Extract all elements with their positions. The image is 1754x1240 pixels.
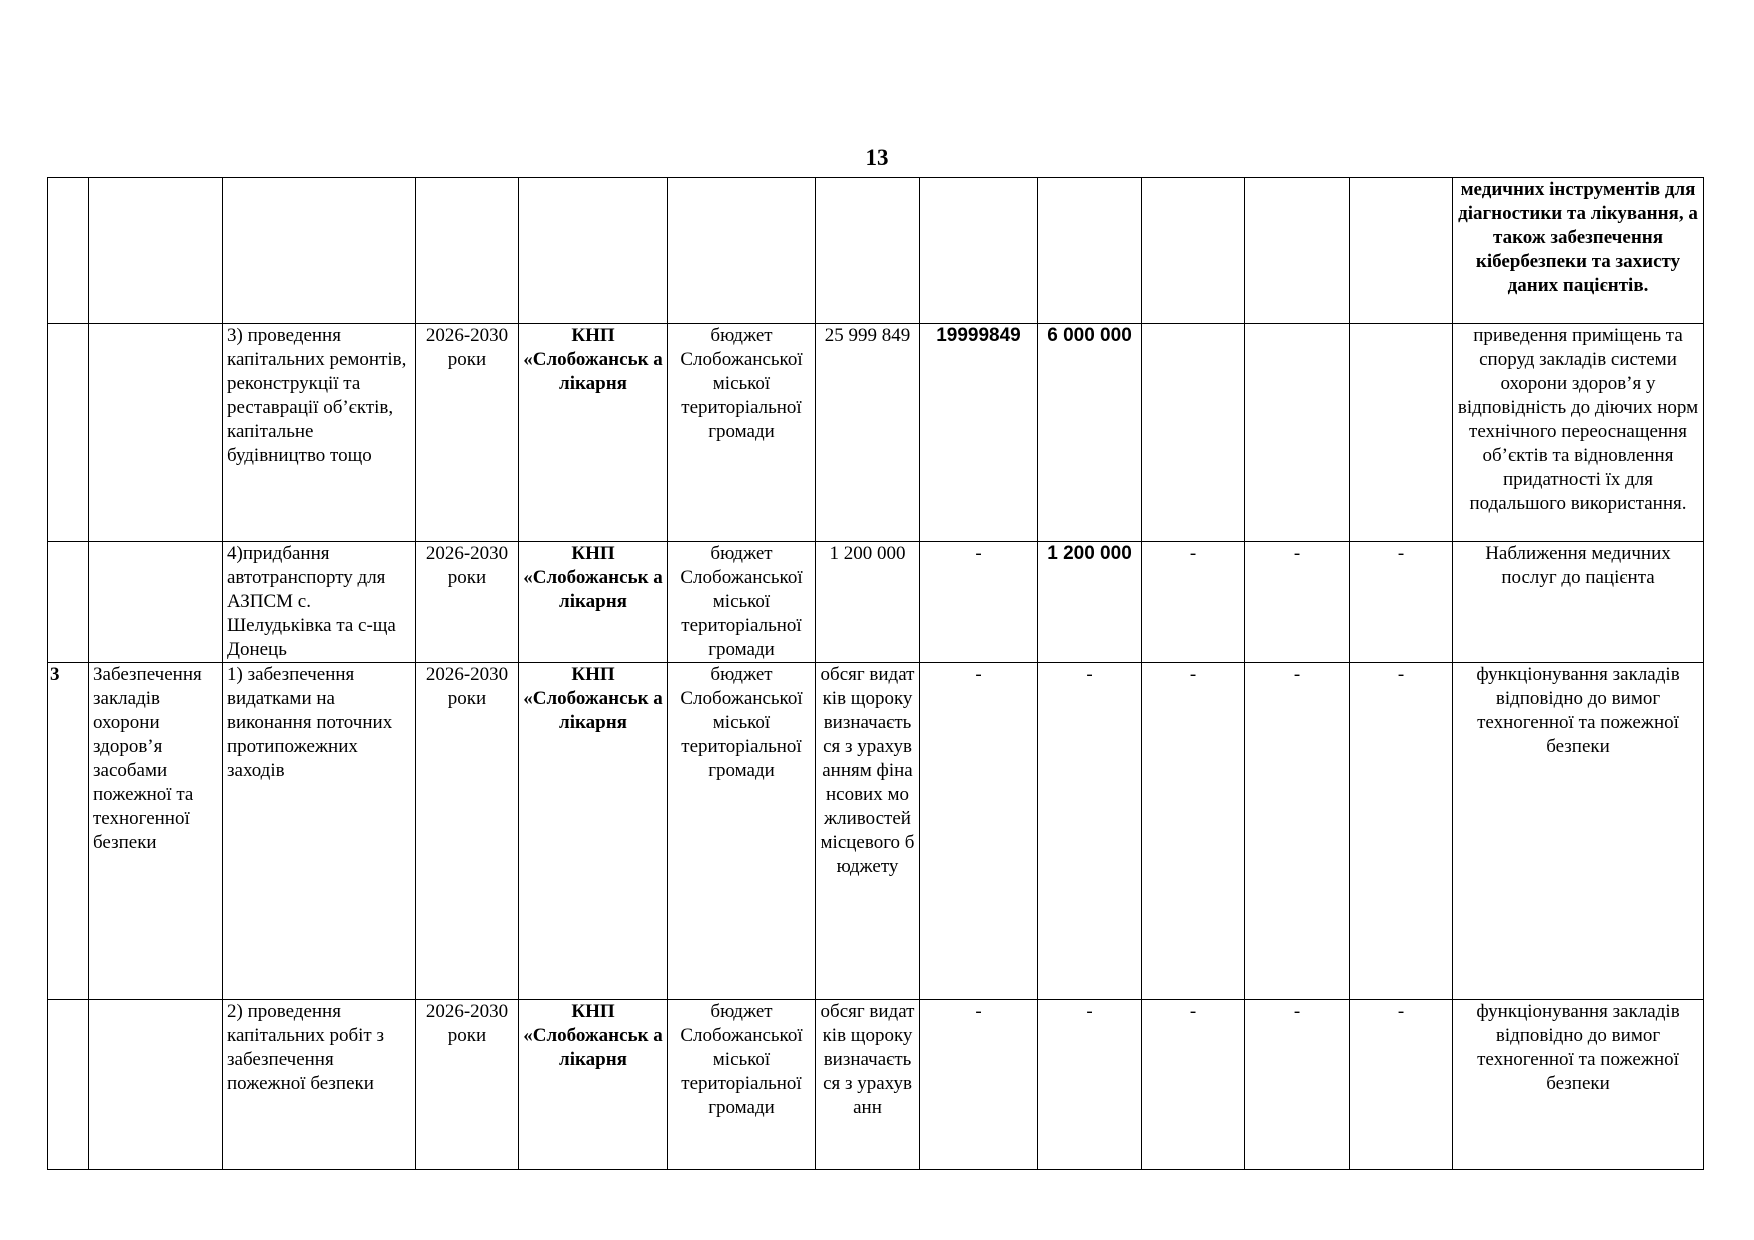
program-table — [47, 177, 1704, 1170]
cell-total: 25 999 849 — [816, 324, 920, 542]
cell-source: бюджет Слобожанської міської територіальної громади — [668, 663, 816, 1000]
cell-2027: 1 200 000 — [1038, 542, 1142, 663]
cell-2028 — [1142, 178, 1245, 324]
cell-total — [816, 178, 920, 324]
cell-2028: - — [1142, 542, 1245, 663]
cell-executor: КНП «Слобожанськ а лікарня — [519, 542, 668, 663]
cell-2029: - — [1245, 663, 1350, 1000]
cell-measure: 3) проведення капітальних ремонтів, реконструкції та реставрації об’єктів, капітальне будівництво тощо — [223, 324, 416, 542]
cell-total: 1 200 000 — [816, 542, 920, 663]
cell-source: бюджет Слобожанської міської територіальної громади — [668, 542, 816, 663]
cell-2030: - — [1350, 663, 1453, 1000]
cell-result: функціонування закладів відповідно до вимог техногенної та пожежної безпеки — [1453, 1000, 1704, 1170]
cell-term: 2026-2030 роки — [416, 1000, 519, 1170]
cell-term: 2026-2030 роки — [416, 542, 519, 663]
cell-2026: - — [920, 542, 1038, 663]
cell-2027: 6 000 000 — [1038, 324, 1142, 542]
cell-term: 2026-2030 роки — [416, 663, 519, 1000]
table-row — [48, 1000, 1704, 1170]
cell-result: медичних інструментів для діагностики та лікування, а також забезпечення кібербезпеки та захисту даних пацієнтів. — [1453, 178, 1704, 324]
cell-2030: - — [1350, 1000, 1453, 1170]
table-row — [48, 663, 1704, 1000]
cell-result: функціонування закладів відповідно до вимог техногенної та пожежної безпеки — [1453, 663, 1704, 1000]
cell-task — [89, 178, 223, 324]
cell-task — [89, 324, 223, 542]
cell-source: бюджет Слобожанської міської територіальної громади — [668, 1000, 816, 1170]
cell-result: Наближення медичних послуг до пацієнта — [1453, 542, 1704, 663]
cell-2029 — [1245, 324, 1350, 542]
cell-2030: - — [1350, 542, 1453, 663]
cell-2028 — [1142, 324, 1245, 542]
cell-number: 3 — [48, 663, 89, 1000]
cell-executor — [519, 178, 668, 324]
cell-total: обсяг видатків щороку визначається з урахуванн — [816, 1000, 920, 1170]
cell-2026: - — [920, 663, 1038, 1000]
cell-term: 2026-2030 роки — [416, 324, 519, 542]
cell-number — [48, 178, 89, 324]
cell-2029: - — [1245, 542, 1350, 663]
cell-task — [89, 542, 223, 663]
cell-executor: КНП «Слобожанськ а лікарня — [519, 663, 668, 1000]
cell-executor: КНП «Слобожанськ а лікарня — [519, 1000, 668, 1170]
cell-measure — [223, 178, 416, 324]
cell-2029: - — [1245, 1000, 1350, 1170]
cell-2029 — [1245, 178, 1350, 324]
cell-source — [668, 178, 816, 324]
cell-2027 — [1038, 178, 1142, 324]
cell-measure: 2) проведення капітальних робіт з забезпечення пожежної безпеки — [223, 1000, 416, 1170]
cell-2030 — [1350, 178, 1453, 324]
table-row — [48, 324, 1704, 542]
cell-result: приведення приміщень та споруд закладів системи охорони здоров’я у відповідність до діючих норм технічного переоснащення об’єктів та відновлення придатності їх для подальшого використання. — [1453, 324, 1704, 542]
cell-2028: - — [1142, 1000, 1245, 1170]
page-number: 13 — [865, 145, 889, 170]
cell-measure: 4)придбання автотранспорту для АЗПСМ с. Шелудьківка та с-ща Донець — [223, 542, 416, 663]
cell-task — [89, 1000, 223, 1170]
table-row — [48, 178, 1704, 324]
cell-number — [48, 324, 89, 542]
cell-measure: 1) забезпечення видатками на виконання поточних протипожежних заходів — [223, 663, 416, 1000]
cell-2026 — [920, 178, 1038, 324]
cell-2027: - — [1038, 1000, 1142, 1170]
cell-term — [416, 178, 519, 324]
cell-source: бюджет Слобожанської міської територіальної громади — [668, 324, 816, 542]
cell-number — [48, 1000, 89, 1170]
table-row — [48, 542, 1704, 663]
cell-2026: 19999849 — [920, 324, 1038, 542]
cell-task: Забезпечення закладів охорони здоров’я засобами пожежної та техногенної безпеки — [89, 663, 223, 1000]
cell-total: обсяг видатків щороку визначається з урахуванням фінансових можливостей місцевого бюджету — [816, 663, 920, 1000]
cell-2026: - — [920, 1000, 1038, 1170]
cell-2030 — [1350, 324, 1453, 542]
cell-executor: КНП «Слобожанськ а лікарня — [519, 324, 668, 542]
cell-2027: - — [1038, 663, 1142, 1000]
cell-2028: - — [1142, 663, 1245, 1000]
cell-number — [48, 542, 89, 663]
